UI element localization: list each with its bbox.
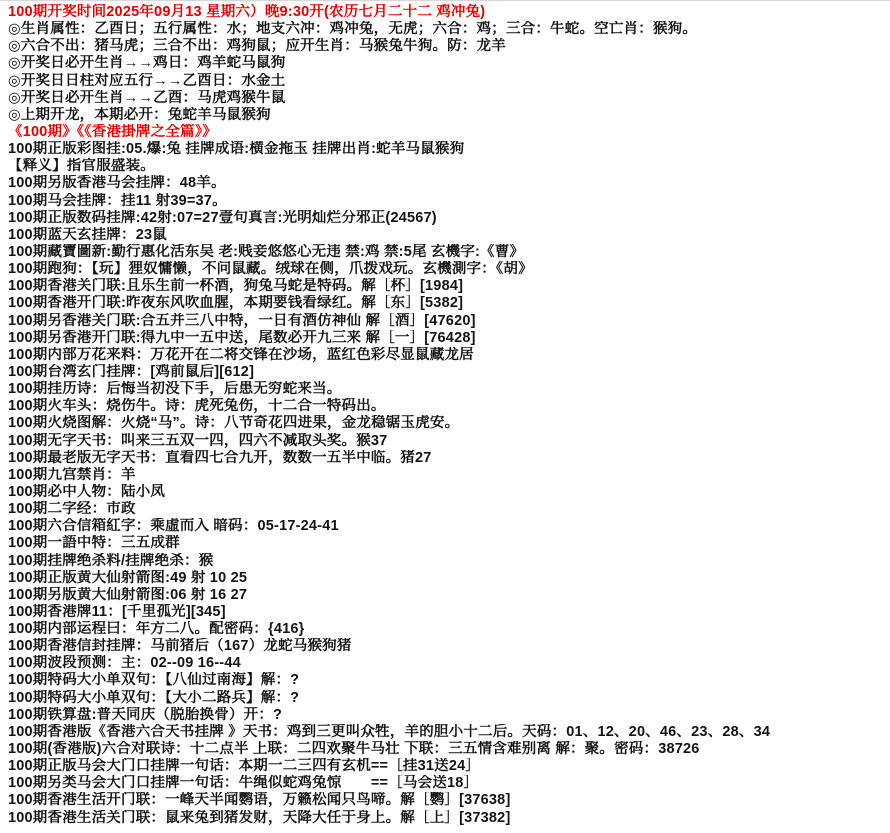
text-line: 100期正版马会大门口挂牌一句话：本期一二三四有玄机==［挂31送24］ [8, 758, 481, 775]
text-line: 100期台湾玄门挂牌：[鸡前鼠后][612] [8, 363, 255, 380]
text-line: 100期香港关门联:且乐生前一杯酒，狗兔马蛇是特码。解［杯］[1984] [8, 278, 464, 295]
text-line: ◎生肖属性：乙酉日；五行属性：水；地支六冲：鸡冲兔，无虎；六合：鸡；三合：牛蛇。空亡肖：猴狗。 [8, 21, 698, 38]
text-line: 100期特码大小单双句：【八仙过南海】解：? [8, 672, 300, 689]
text-line: 100期九宫禁肖：羊 [8, 466, 136, 483]
text-line: 100期香港开门联:昨夜东风吹血腥，本期要钱看绿红。解［东］[5382] [8, 295, 464, 312]
text-line: 100期正版彩图挂:05.爆:兔 挂牌成语:横金拖玉 挂牌出肖:蛇羊马鼠猴狗 [8, 141, 465, 158]
text-line: 100期最老版无字天书：直看四七合九开，数数一五半中临。猪27 [8, 449, 432, 466]
text-line: 100期正版数码挂牌:42射:07=27壹句真言:光明灿烂分邪正(24567) [8, 209, 437, 226]
text-line: 100期内部万花来料：万花开在二将交锋在沙场，蓝红色彩尽显鼠藏龙居 [8, 346, 474, 363]
text-line: 100期正版黄大仙射箭图:49 射 10 25 [8, 569, 248, 586]
text-line: 100期二字经：市政 [8, 501, 136, 518]
text-line: 100期蓝天玄挂牌：23鼠 [8, 226, 167, 243]
text-line: 100期香港生活开门联：一峰天半闻鹦语，万籁松闻只鸟啼。解［鹦］[37638] [8, 792, 511, 809]
text-line: 100期藏寶圖新:勤行惠化活东吴 老:贱妾悠悠心无违 禁:鸡 禁:5尾 玄機字:《曹》 [8, 243, 525, 260]
text-line: 100期火车头：烧伤牛。诗：虎死兔伤，十二合一特码出。 [8, 398, 386, 415]
text-line: 100期六合信箱紅字：乘虛而入 暗码：05-17-24-41 [8, 518, 339, 535]
text-line: 100期挂历诗：后悔当初没下手，后患无穷蛇来当。 [8, 381, 342, 398]
text-line: 100期一語中特：三五成群 [8, 535, 180, 552]
text-line: 100期火烧图解：火烧“马”。诗：八节奇花四进果，金龙稳锯玉虎安。 [8, 415, 460, 432]
text-line: 100期另香港关门联:合五并三八中特，一日有酒仿神仙 解［酒］[47620] [8, 312, 476, 329]
text-line: 100期必中人物：陆小凤 [8, 483, 166, 500]
text-line: ◎开奖日必开生肖→→乙酉：马虎鸡猴牛鼠 [8, 89, 286, 106]
text-line: 100期特码大小单双句：【大小二路兵】解：? [8, 689, 300, 706]
text-line: 100期另类马会大门口挂牌一句话：牛绳似蛇鸡兔惊 ==［马会送18］ [8, 775, 479, 792]
text-line: 100期(香港版)六合对联诗：十二点半 上联：二四欢聚牛马壮 下联：三五情含难别离 解：聚。密码：38726 [8, 741, 700, 758]
text-line: 100期另香港开门联:得九中一五中送，尾数必开九三来 解［一］[76428] [8, 329, 476, 346]
text-line: ◎六合不出：猪马虎；三合不出：鸡狗鼠；应开生肖：马猴兔牛狗。防：龙羊 [8, 38, 506, 55]
text-line: 100期另版黄大仙射箭图:06 射 16 27 [8, 586, 248, 603]
text-line: ◎开奖日必开生肖→→鸡日：鸡羊蛇马鼠狗 [8, 55, 286, 72]
text-line: ◎上期开龙，本期必开：兔蛇羊马鼠猴狗 [8, 106, 271, 123]
text-line: 100期另版香港马会挂牌：48羊。 [8, 175, 226, 192]
text-line: 100期香港生活关门联：鼠来兔到猪发财，天降大任于身上。解［上］[37382] [8, 809, 511, 826]
text-line: 100期跑狗：【玩】狸奴慵懒，不问鼠藏。绒球在侧，爪拨戏玩。玄機測字：《胡》 [8, 261, 533, 278]
text-line: 【释义】指官服盛装。 [8, 158, 155, 175]
content-lines [8, 4, 890, 827]
text-line: 100期无字天书：叫来三五双一四，四六不减取头奖。猴37 [8, 432, 388, 449]
text-line: 100期马会挂牌：挂11 射39=37。 [8, 192, 227, 209]
text-line: 100期香港牌11：[千里孤光][345] [8, 603, 226, 620]
text-line: 100期香港版《香港六合天书挂牌 》天书：鸡到三更叫众牲，羊的胆小十二后。天码：01、12、20、46、23、28、34 [8, 723, 771, 740]
text-line: 100期铁算盘:普天同庆（脱胎换骨）开：? [8, 706, 283, 723]
text-line: 100期挂牌绝杀料/挂牌绝杀：猴 [8, 552, 214, 569]
text-line: ◎开奖日日柱对应五行→→乙酉日：水金土 [8, 72, 286, 89]
text-line: 100期开奖时间2025年09月13 星期六）晚9:30开(农历七月二十二 鸡冲兔) [8, 4, 486, 20]
text-line: 100期香港信封挂牌：马前猪后（167）龙蛇马猴狗猪 [8, 638, 352, 655]
text-line: 《100期》《《香港掛牌之全篇》》 [8, 123, 217, 140]
text-line: 100期波段预测：主：02--09 16--44 [8, 655, 241, 672]
text-line: 100期内部运程曰：年方二八。配密码：{416} [8, 621, 305, 638]
